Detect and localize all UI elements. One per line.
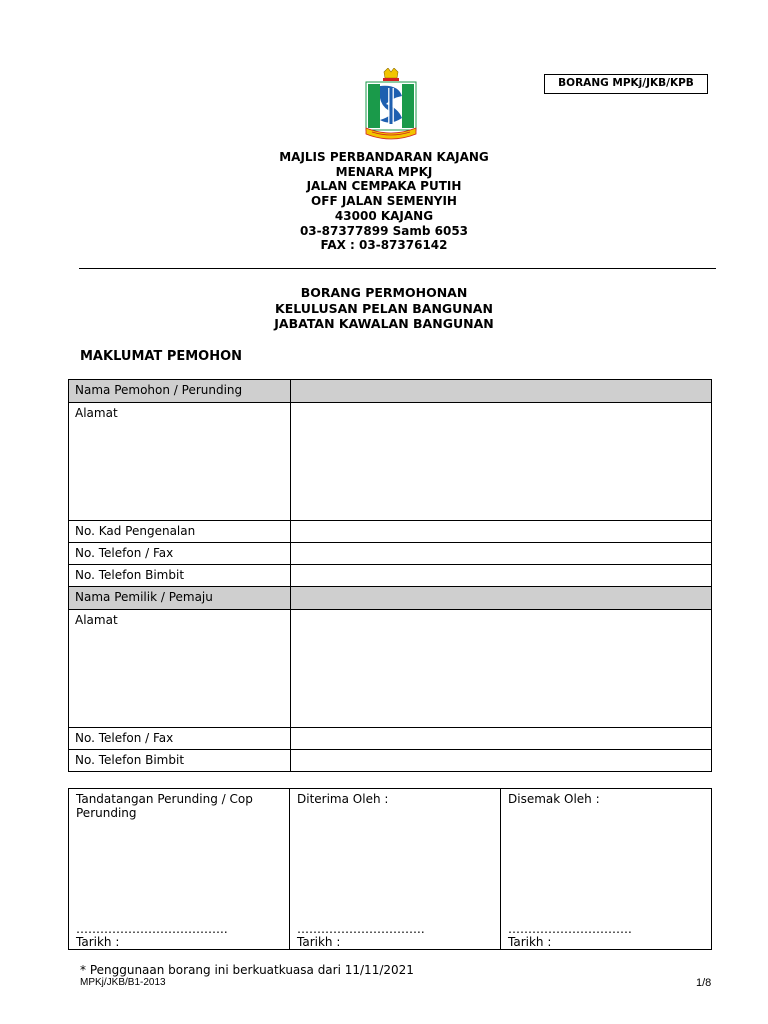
agency-line: 43000 KAJANG bbox=[334, 208, 434, 223]
owner-mobile-field[interactable] bbox=[291, 750, 712, 772]
consultant-signature-cell[interactable] bbox=[69, 789, 290, 950]
signature-line: ……………………………….. bbox=[76, 923, 228, 935]
owner-address-field[interactable] bbox=[291, 610, 712, 728]
form-code-box: BORANG MPKj/JKB/KPB bbox=[544, 74, 708, 94]
row-label: No. Kad Pengenalan bbox=[69, 521, 291, 543]
row-label: No. Telefon Bimbit bbox=[69, 750, 291, 772]
document-code: MPKj/JKB/B1-2013 bbox=[80, 977, 166, 988]
received-by-cell[interactable] bbox=[290, 789, 501, 950]
checked-by-cell[interactable] bbox=[501, 789, 712, 950]
row-label: Nama Pemilik / Pemaju bbox=[69, 587, 291, 610]
signature-heading: Disemak Oleh : bbox=[508, 792, 600, 806]
table-row bbox=[69, 543, 712, 565]
table-row bbox=[69, 610, 712, 728]
row-label: Alamat bbox=[69, 403, 291, 521]
signature-heading: Diterima Oleh : bbox=[297, 792, 389, 806]
row-label: Alamat bbox=[69, 610, 291, 728]
section-title: MAKLUMAT PEMOHON bbox=[80, 349, 243, 364]
applicant-info-table bbox=[68, 379, 712, 772]
effective-date-note: * Penggunaan borang ini berkuatkuasa dari 11/11/2021 bbox=[80, 963, 414, 977]
table-row bbox=[69, 403, 712, 521]
table-row bbox=[69, 728, 712, 750]
applicant-phone-fax-field[interactable] bbox=[291, 543, 712, 565]
row-label: No. Telefon / Fax bbox=[69, 543, 291, 565]
council-crest-logo bbox=[362, 68, 420, 144]
agency-line: FAX : 03-87376142 bbox=[320, 238, 448, 253]
row-label: No. Telefon / Fax bbox=[69, 728, 291, 750]
agency-line: MENARA MPKJ bbox=[335, 164, 433, 179]
date-label: Tarikh : bbox=[508, 935, 552, 949]
owner-name-field[interactable] bbox=[291, 587, 712, 610]
header-divider bbox=[79, 268, 716, 269]
row-label: No. Telefon Bimbit bbox=[69, 565, 291, 587]
page-number: 1/8 bbox=[696, 977, 712, 989]
agency-address-block bbox=[0, 150, 768, 253]
owner-phone-fax-field[interactable] bbox=[291, 728, 712, 750]
ic-number-field[interactable] bbox=[291, 521, 712, 543]
date-label: Tarikh : bbox=[76, 935, 120, 949]
title-line: BORANG PERMOHONAN bbox=[300, 285, 468, 300]
table-row bbox=[69, 587, 712, 610]
signature-table bbox=[68, 788, 712, 950]
form-title bbox=[0, 285, 768, 332]
table-row bbox=[69, 565, 712, 587]
title-line: JABATAN KAWALAN BANGUNAN bbox=[274, 316, 494, 331]
applicant-mobile-field[interactable] bbox=[291, 565, 712, 587]
agency-line: MAJLIS PERBANDARAN KAJANG bbox=[279, 150, 489, 164]
signature-line: ………………………….. bbox=[297, 923, 425, 935]
table-row bbox=[69, 380, 712, 403]
table-row bbox=[69, 750, 712, 772]
agency-line: 03-87377899 Samb 6053 bbox=[299, 223, 469, 238]
agency-line: OFF JALAN SEMENYIH bbox=[311, 194, 457, 209]
agency-line: JALAN CEMPAKA PUTIH bbox=[306, 179, 462, 194]
table-row bbox=[69, 521, 712, 543]
table-row bbox=[69, 789, 712, 950]
row-label: Nama Pemohon / Perunding bbox=[69, 380, 291, 403]
applicant-name-field[interactable] bbox=[291, 380, 712, 403]
date-label: Tarikh : bbox=[297, 935, 341, 949]
signature-line: …………………………. bbox=[508, 923, 632, 935]
signature-heading: Tandatangan Perunding / Cop Perunding bbox=[76, 792, 253, 820]
title-line: KELULUSAN PELAN BANGUNAN bbox=[275, 300, 493, 316]
applicant-address-field[interactable] bbox=[291, 403, 712, 521]
